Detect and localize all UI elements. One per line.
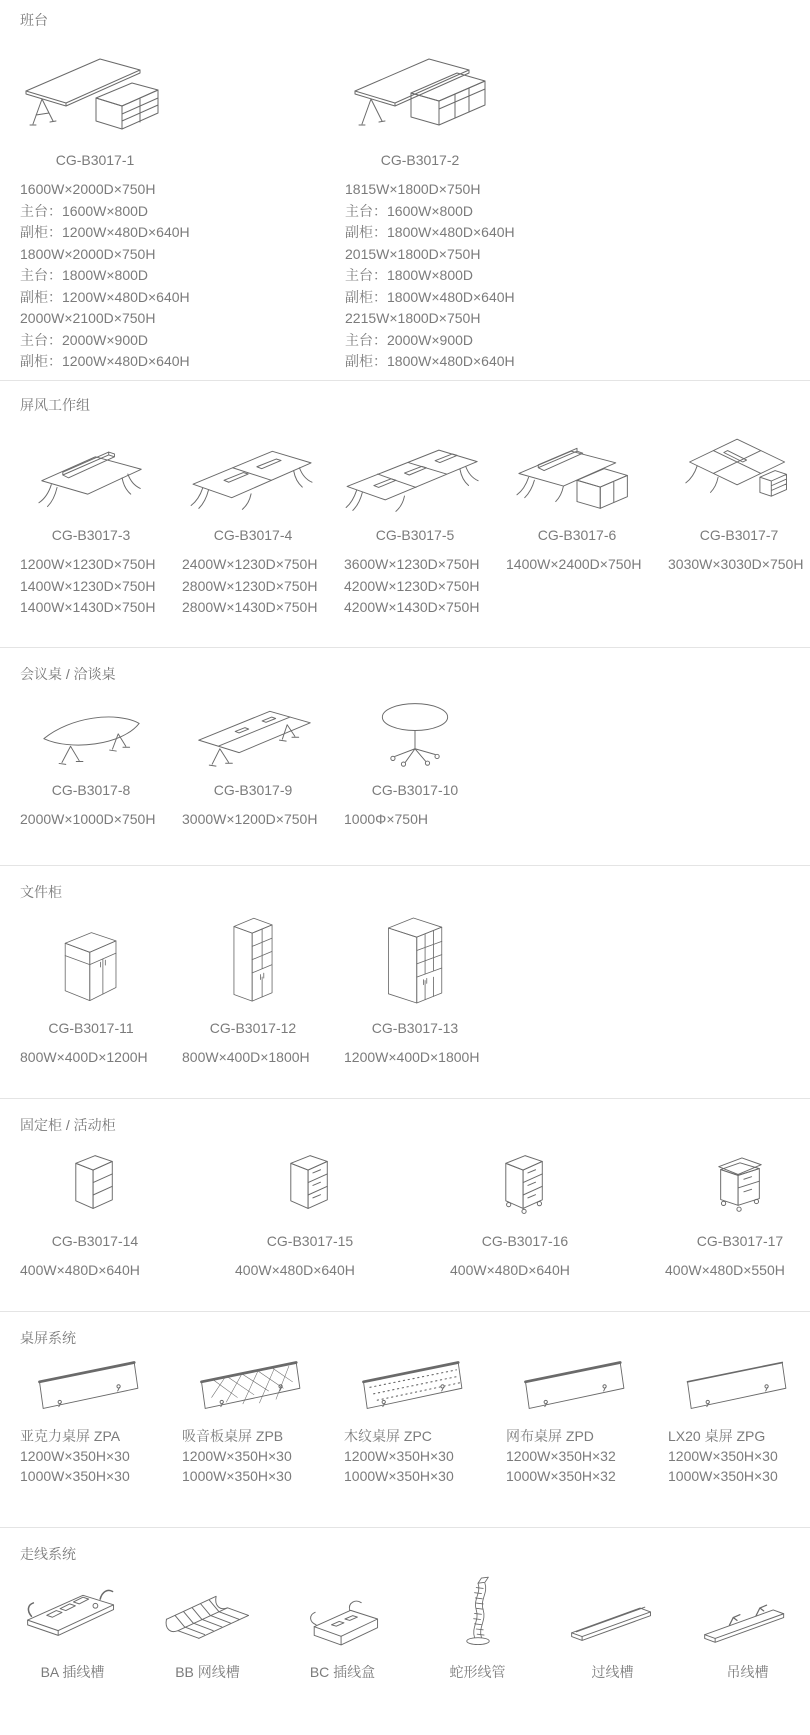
product-specs xyxy=(182,809,324,830)
product-code: CG-B3017-12 xyxy=(209,1020,297,1036)
product-specs xyxy=(344,809,486,830)
product-specs xyxy=(668,1446,810,1486)
product-name: BC 插线盒 xyxy=(309,1664,376,1680)
spec-line: 1400W×1230D×750H xyxy=(20,577,156,594)
product-specs xyxy=(506,554,648,576)
spec-line: 2800W×1430D×750H xyxy=(182,599,318,615)
section-file-cabinets xyxy=(0,865,810,1098)
spec-line: 4200W×1430D×750H xyxy=(344,599,480,615)
spec-line: 1200W×1230D×750H xyxy=(20,556,156,572)
section-conference-tables xyxy=(0,647,810,865)
spec-line: 2400W×1230D×750H xyxy=(182,556,318,572)
product-code: CG-B3017-14 xyxy=(51,1233,139,1249)
product-specs xyxy=(182,1446,324,1486)
spec-line: 主台：1800W×800D xyxy=(20,267,149,283)
spec-line: 1200W×350H×30 xyxy=(344,1448,454,1464)
spec-line: 1000W×350H×30 xyxy=(182,1468,292,1484)
mobile-pedestal-icon xyxy=(450,1143,600,1219)
round-table-icon xyxy=(344,690,486,772)
section-title: 班台 xyxy=(20,12,48,28)
spec-line: 1000W×350H×32 xyxy=(506,1468,616,1484)
product-specs xyxy=(182,554,324,619)
section-executive-desks xyxy=(0,0,810,380)
spec-line: 1000W×350H×30 xyxy=(20,1468,130,1484)
section-row xyxy=(0,684,810,830)
spec-line: 1000Φ×750H xyxy=(344,811,428,827)
spec-line: 主台：1800W×800D xyxy=(345,267,474,283)
product-item xyxy=(20,1135,170,1281)
product-code: CG-B3017-15 xyxy=(266,1233,354,1249)
product-specs xyxy=(345,179,670,373)
product-specs xyxy=(668,554,810,576)
product-item xyxy=(20,30,345,373)
product-specs xyxy=(182,1047,324,1068)
spec-line: 1200W×400D×1800H xyxy=(344,1049,480,1065)
product-item xyxy=(665,1135,810,1281)
spec-line: 400W×480D×640H xyxy=(20,1262,140,1278)
product-specs xyxy=(235,1260,385,1281)
product-code: CG-B3017-2 xyxy=(380,152,460,168)
rect-conference-table-icon xyxy=(182,690,324,772)
product-name: BA 插线槽 xyxy=(40,1664,105,1680)
workstation-double-icon xyxy=(182,421,324,519)
product-item xyxy=(506,415,648,576)
spec-line: 1200W×350H×30 xyxy=(20,1448,130,1464)
product-item xyxy=(20,902,162,1068)
spec-line: 副柜：1800W×480D×640H xyxy=(345,224,515,240)
workstation-triple-icon xyxy=(344,421,486,519)
wide-file-cabinet-icon xyxy=(344,908,486,1008)
spec-line: 800W×400D×1800H xyxy=(182,1049,310,1065)
product-code: CG-B3017-9 xyxy=(213,782,293,798)
spec-line: 副柜：1800W×480D×640H xyxy=(345,353,515,369)
section-row xyxy=(0,1348,810,1486)
section-title: 屏风工作组 xyxy=(20,397,90,413)
product-specs xyxy=(344,1047,486,1068)
product-specs xyxy=(20,1446,162,1486)
low-file-cabinet-icon xyxy=(20,908,162,1008)
power-tray-icon xyxy=(10,1572,135,1648)
product-specs xyxy=(20,809,162,830)
spec-line: 1200W×350H×30 xyxy=(182,1448,292,1464)
product-specs xyxy=(450,1260,600,1281)
spec-line: 400W×480D×640H xyxy=(235,1262,355,1278)
product-name: BB 网线槽 xyxy=(175,1664,240,1680)
spec-line: 主台：2000W×900D xyxy=(20,331,149,348)
section-row xyxy=(0,902,810,1068)
workstation-cabinet-icon xyxy=(506,421,648,519)
spec-line: 1800W×2000D×750H xyxy=(20,245,156,262)
desk-screen-mesh-fabric-icon xyxy=(506,1354,648,1414)
product-specs xyxy=(344,1446,486,1486)
product-item xyxy=(450,1135,600,1281)
product-code: CG-B3017-6 xyxy=(537,527,617,543)
product-name: 木纹桌屏 ZPC xyxy=(344,1428,432,1444)
section-title: 会议桌 / 洽谈桌 xyxy=(20,666,116,682)
product-specs xyxy=(20,1260,170,1281)
product-code: CG-B3017-7 xyxy=(699,527,779,543)
spec-line: 2800W×1230D×750H xyxy=(182,577,318,594)
product-name: 蛇形线管 xyxy=(449,1664,506,1680)
product-item xyxy=(550,1564,675,1683)
section-desk-screens xyxy=(0,1311,810,1527)
product-item xyxy=(20,1348,162,1486)
spec-line: 400W×480D×640H xyxy=(450,1262,570,1278)
product-code: CG-B3017-3 xyxy=(51,527,131,543)
section-row xyxy=(0,415,810,619)
product-item xyxy=(345,30,670,373)
spec-line: 1000W×350H×30 xyxy=(668,1468,778,1484)
section-pedestal-cabinets xyxy=(0,1098,810,1311)
product-item xyxy=(182,1348,324,1486)
tall-file-cabinet-icon xyxy=(182,908,324,1008)
spec-line: 800W×400D×1200H xyxy=(20,1049,148,1065)
product-item xyxy=(235,1135,385,1281)
product-code: CG-B3017-17 xyxy=(696,1233,784,1249)
product-name: LX20 桌屏 ZPG xyxy=(668,1428,766,1444)
spec-line: 4200W×1230D×750H xyxy=(344,577,480,594)
executive-desk-right-icon xyxy=(345,42,495,146)
product-name: 吊线槽 xyxy=(726,1664,769,1680)
cable-duct-icon xyxy=(550,1572,675,1648)
section-title: 固定柜 / 活动柜 xyxy=(20,1117,116,1133)
section-row xyxy=(0,1564,810,1683)
product-name: 亚克力桌屏 ZPA xyxy=(20,1428,121,1444)
product-item xyxy=(344,415,486,619)
product-item xyxy=(182,415,324,619)
spec-line: 主台：1600W×800D xyxy=(345,202,474,219)
section-row xyxy=(0,30,810,373)
wire-basket-icon xyxy=(145,1572,270,1648)
spec-line: 1200W×350H×32 xyxy=(506,1448,616,1464)
spec-line: 主台：1600W×800D xyxy=(20,202,149,219)
socket-box-icon xyxy=(280,1572,405,1648)
snake-cable-spine-icon xyxy=(415,1572,540,1648)
section-title: 桌屏系统 xyxy=(20,1330,76,1346)
spec-line: 3030W×3030D×750H xyxy=(668,556,804,572)
spec-line: 1400W×2400D×750H xyxy=(506,556,642,572)
spec-line: 1200W×350H×30 xyxy=(668,1448,778,1464)
spec-line: 3600W×1230D×750H xyxy=(344,556,480,572)
product-item xyxy=(668,1348,810,1486)
spec-line: 2215W×1800D×750H xyxy=(345,310,481,326)
product-code: CG-B3017-16 xyxy=(481,1233,569,1249)
section-cable-management xyxy=(0,1527,810,1735)
fixed-pedestal-handle-icon xyxy=(235,1143,385,1219)
spec-line: 2000W×1000D×750H xyxy=(20,811,156,827)
product-code: CG-B3017-5 xyxy=(375,527,455,543)
product-specs xyxy=(665,1260,810,1281)
product-code: CG-B3017-10 xyxy=(371,782,459,798)
product-item xyxy=(20,684,162,830)
product-item xyxy=(685,1564,810,1683)
product-item xyxy=(344,902,486,1068)
product-name: 过线槽 xyxy=(591,1664,634,1680)
hanging-cable-duct-icon xyxy=(685,1572,810,1648)
product-item xyxy=(182,902,324,1068)
product-code: CG-B3017-1 xyxy=(55,152,135,168)
product-item xyxy=(668,415,810,576)
workstation-single-icon xyxy=(20,421,162,519)
product-item xyxy=(506,1348,648,1486)
desk-screen-woodgrain-icon xyxy=(344,1354,486,1414)
product-code: CG-B3017-11 xyxy=(48,1020,134,1036)
desk-screen-acoustic-icon xyxy=(182,1354,324,1414)
spec-line: 副柜：1200W×480D×640H xyxy=(20,288,190,305)
product-specs xyxy=(20,1047,162,1068)
product-item xyxy=(20,415,162,619)
fixed-pedestal-icon xyxy=(20,1143,170,1219)
product-specs xyxy=(20,554,162,619)
spec-line: 副柜：1200W×480D×640H xyxy=(20,353,190,369)
spec-line: 400W×480D×550H xyxy=(665,1262,785,1278)
product-item xyxy=(182,684,324,830)
product-specs xyxy=(20,179,345,373)
product-item xyxy=(10,1564,135,1683)
executive-desk-left-icon xyxy=(20,42,170,146)
spec-line: 2000W×2100D×750H xyxy=(20,310,156,326)
spec-line: 1000W×350H×30 xyxy=(344,1468,454,1484)
product-specs xyxy=(506,1446,648,1486)
boat-conference-table-icon xyxy=(20,690,162,772)
product-item xyxy=(145,1564,270,1683)
spec-line: 2015W×1800D×750H xyxy=(345,245,481,262)
spec-line: 1815W×1800D×750H xyxy=(345,181,481,197)
section-title: 走线系统 xyxy=(20,1546,76,1562)
product-name: 吸音板桌屏 ZPB xyxy=(182,1428,284,1444)
product-code: CG-B3017-4 xyxy=(213,527,293,543)
product-code: CG-B3017-13 xyxy=(371,1020,459,1036)
desk-screen-acrylic-icon xyxy=(20,1354,162,1414)
product-item xyxy=(344,684,486,830)
product-item xyxy=(280,1564,405,1683)
desk-screen-lx20-icon xyxy=(668,1354,810,1414)
spec-line: 副柜：1800W×480D×640H xyxy=(345,288,515,305)
section-screen-workstations xyxy=(0,380,810,647)
mobile-pedestal-2drawer-icon xyxy=(665,1143,810,1219)
product-item xyxy=(415,1564,540,1683)
product-item xyxy=(344,1348,486,1486)
section-row xyxy=(0,1135,810,1281)
spec-line: 3000W×1200D×750H xyxy=(182,811,318,827)
section-title: 文件柜 xyxy=(20,884,62,900)
spec-line: 主台：2000W×900D xyxy=(345,331,474,348)
product-name: 网布桌屏 ZPD xyxy=(506,1428,594,1444)
spec-line: 1400W×1430D×750H xyxy=(20,599,156,615)
spec-line: 1600W×2000D×750H xyxy=(20,181,156,197)
workstation-cross-icon xyxy=(668,421,810,519)
product-specs xyxy=(344,554,486,619)
spec-line: 副柜：1200W×480D×640H xyxy=(20,224,190,240)
product-code: CG-B3017-8 xyxy=(51,782,131,798)
